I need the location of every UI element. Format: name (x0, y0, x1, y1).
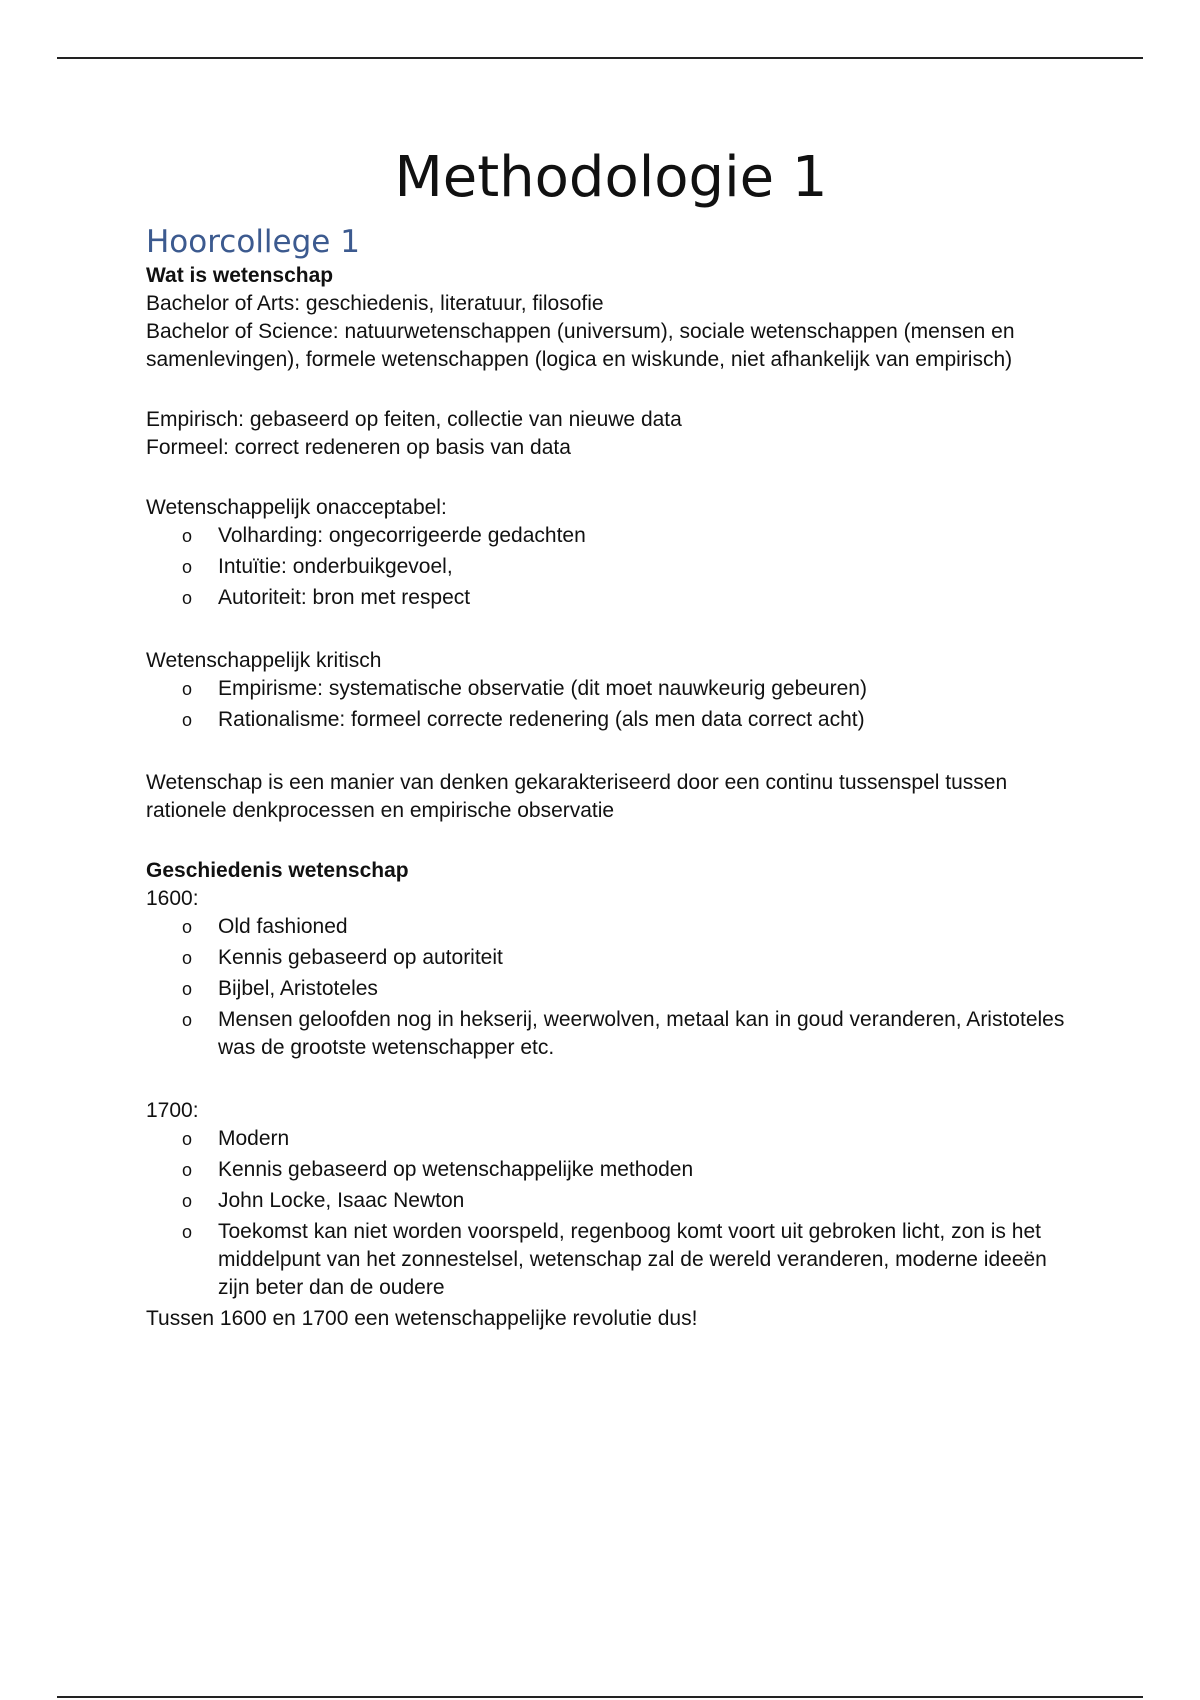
list-item (146, 584, 1076, 612)
circle-bullet-icon: o (182, 1010, 193, 1030)
list-item (146, 1125, 1076, 1153)
top-rule (57, 57, 1143, 59)
section-heading-hoorcollege: Hoorcollege 1 (146, 224, 360, 260)
list-item-text: Bijbel, Aristoteles (218, 977, 378, 1000)
spacer (146, 615, 1076, 647)
paragraph-conclusion: Wetenschap is een manier van denken gekarakteriseerd door een continu tussenspel tussen rationele denkprocessen en empirische observatie (146, 771, 1008, 822)
circle-bullet-icon: o (182, 979, 193, 999)
list-item (146, 1187, 1076, 1215)
list-item (146, 706, 1076, 734)
list-1700 (146, 1125, 1076, 1302)
list-item (146, 1006, 1076, 1062)
subheading-wat-is-wetenschap: Wat is wetenschap (146, 264, 334, 287)
list-item (146, 944, 1076, 972)
label-1600: 1600: (146, 887, 199, 910)
circle-bullet-icon: o (182, 588, 193, 608)
list-item (146, 975, 1076, 1003)
document-title: Methodologie 1 (394, 145, 828, 210)
document-body (146, 140, 1076, 1333)
list-item (146, 522, 1076, 550)
circle-bullet-icon: o (182, 948, 193, 968)
circle-bullet-icon: o (182, 526, 193, 546)
circle-bullet-icon: o (182, 1160, 193, 1180)
paragraph-bachelor-science: Bachelor of Science: natuurwetenschappen (universum), sociale wetenschappen (mensen en samenlevingen), formele wetenschappen (logica en wiskunde, niet afhankelijk van empirisch) (146, 320, 1015, 371)
list-item-text: Old fashioned (218, 915, 348, 938)
paragraph-closing: Tussen 1600 en 1700 een wetenschappelijke revolutie dus! (146, 1307, 698, 1330)
paragraph-bachelor-arts: Bachelor of Arts: geschiedenis, literatuur, filosofie (146, 292, 604, 315)
definition-empirisch: Empirisch: gebaseerd op feiten, collectie van nieuwe data (146, 408, 682, 431)
label-1700: 1700: (146, 1099, 199, 1122)
list-item-text: Autoriteit: bron met respect (218, 586, 471, 609)
list-item-text: John Locke, Isaac Newton (218, 1189, 465, 1212)
bottom-rule (57, 1696, 1143, 1698)
spacer (146, 737, 1076, 769)
list-kritisch (146, 675, 1076, 734)
list-1600 (146, 913, 1076, 1062)
circle-bullet-icon: o (182, 557, 193, 577)
circle-bullet-icon: o (182, 1222, 193, 1242)
definition-formeel: Formeel: correct redeneren op basis van data (146, 436, 571, 459)
list-item (146, 553, 1076, 581)
circle-bullet-icon: o (182, 917, 193, 937)
list-item-text: Kennis gebaseerd op autoriteit (218, 946, 503, 969)
list-item-text: Kennis gebaseerd op wetenschappelijke methoden (218, 1158, 694, 1181)
circle-bullet-icon: o (182, 710, 193, 730)
list-item (146, 1218, 1076, 1302)
label-onacceptabel: Wetenschappelijk onacceptabel: (146, 496, 447, 519)
list-item (146, 913, 1076, 941)
list-item-text: Volharding: ongecorrigeerde gedachten (218, 524, 586, 547)
subheading-geschiedenis: Geschiedenis wetenschap (146, 859, 409, 882)
list-item-text: Modern (218, 1127, 290, 1150)
list-item (146, 675, 1076, 703)
spacer (146, 462, 1076, 494)
list-item-text: Toekomst kan niet worden voorspeld, regenboog komt voort uit gebroken licht, zon is het middelpunt van het zonnestelsel, wetenschap zal de wereld veranderen, moderne ideeën zijn beter dan de oudere (218, 1220, 1047, 1299)
list-item-text: Intuïtie: onderbuikgevoel, (218, 555, 453, 578)
list-onacceptabel (146, 522, 1076, 612)
list-item-text: Rationalisme: formeel correcte redenering (als men data correct acht) (218, 708, 865, 731)
spacer (146, 1065, 1076, 1097)
list-item-text: Mensen geloofden nog in hekserij, weerwolven, metaal kan in goud veranderen, Aristoteles was de grootste wetenschapper etc. (218, 1008, 1065, 1059)
list-item-text: Empirisme: systematische observatie (dit moet nauwkeurig gebeuren) (218, 677, 867, 700)
label-kritisch: Wetenschappelijk kritisch (146, 649, 382, 672)
circle-bullet-icon: o (182, 1129, 193, 1149)
circle-bullet-icon: o (182, 1191, 193, 1211)
circle-bullet-icon: o (182, 679, 193, 699)
list-item (146, 1156, 1076, 1184)
spacer (146, 825, 1076, 857)
spacer (146, 374, 1076, 406)
